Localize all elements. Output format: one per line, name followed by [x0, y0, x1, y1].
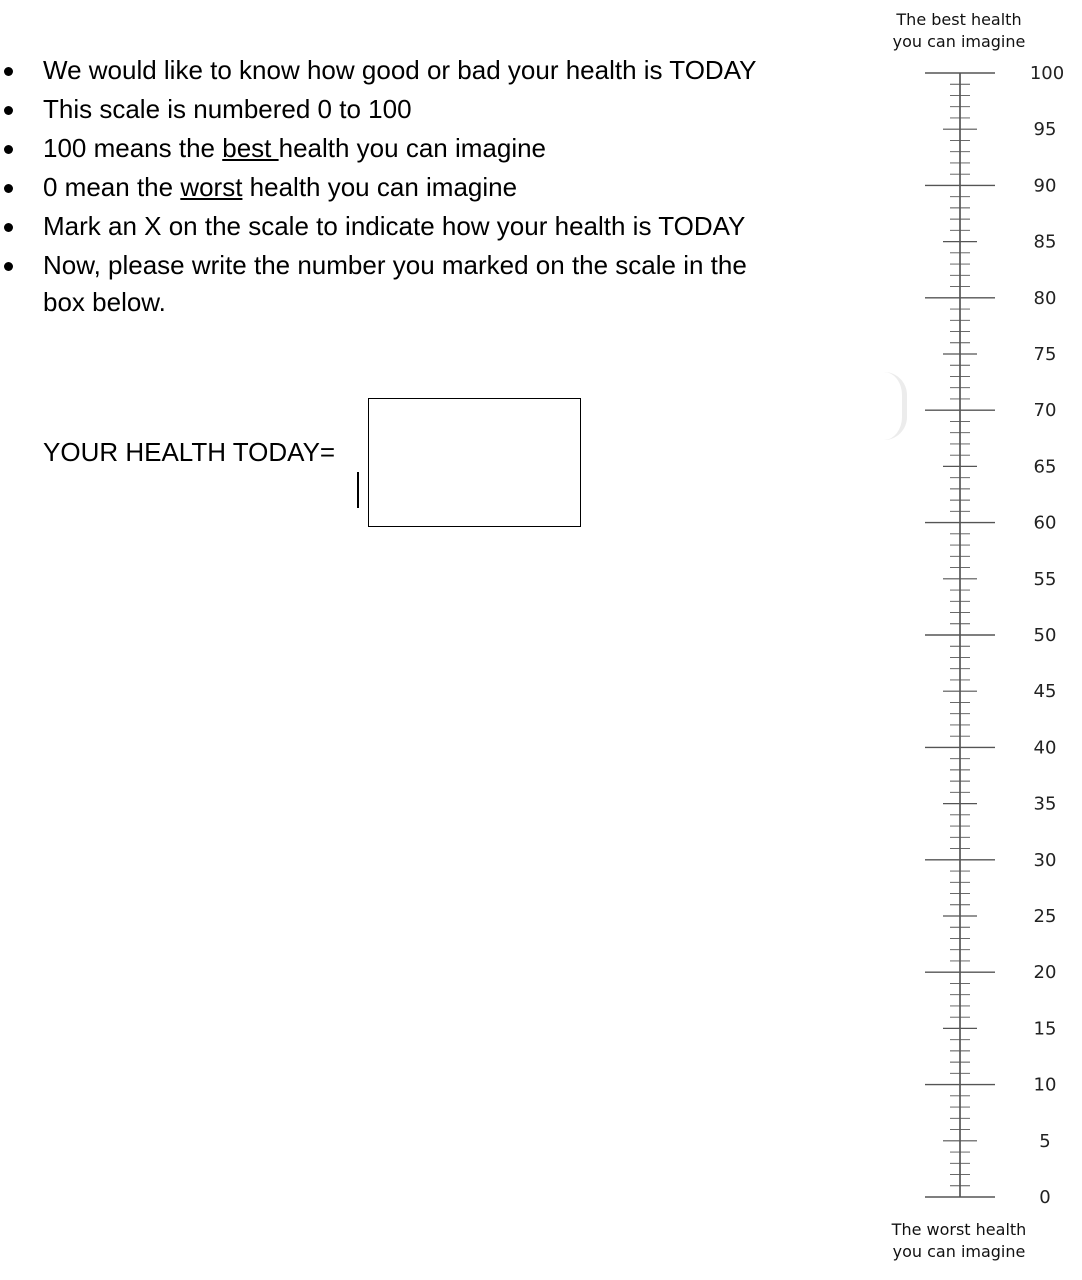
- scale-ticks: [925, 73, 995, 1197]
- tick-label-30: 30: [1033, 849, 1057, 871]
- tick-label-10: 10: [1033, 1074, 1057, 1096]
- instruction-item: We would like to know how good or bad your health is TODAY: [0, 52, 840, 89]
- tick-label-75: 75: [1033, 344, 1057, 365]
- tick-label-95: 95: [1033, 119, 1057, 141]
- instruction-item: Mark an X on the scale to indicate how your health is TODAY: [0, 208, 840, 245]
- tick-label-60: 60: [1033, 512, 1057, 534]
- tick-label-35: 35: [1033, 793, 1057, 815]
- scale-top-label: The best health you can imagine: [892, 10, 1026, 51]
- tick-label-55: 55: [1033, 568, 1057, 590]
- instruction-item: Now, please write the number you marked on the scale in the box below.: [0, 247, 773, 321]
- instruction-item: 0 mean the worst health you can imagine: [0, 169, 840, 206]
- underlined-word-best: best: [222, 133, 279, 163]
- tick-label-15: 15: [1033, 1018, 1057, 1040]
- tick-label-40: 40: [1033, 737, 1057, 759]
- tick-label-5: 5: [1039, 1130, 1051, 1152]
- health-today-label: YOUR HEALTH TODAY=: [43, 437, 336, 467]
- tick-label-65: 65: [1033, 456, 1057, 478]
- tick-label-25: 25: [1033, 906, 1057, 927]
- instruction-item: 100 means the best health you can imagine: [0, 130, 840, 167]
- scale-tick-labels: [1030, 63, 1064, 1208]
- underlined-word-worst: worst: [180, 172, 243, 202]
- tick-label-70: 70: [1033, 400, 1057, 422]
- tick-label-45: 45: [1033, 681, 1057, 703]
- tick-label-100: 100: [1029, 63, 1065, 84]
- tick-label-80: 80: [1033, 287, 1057, 309]
- instruction-item: This scale is numbered 0 to 100: [0, 91, 840, 128]
- tick-label-0: 0: [1039, 1187, 1051, 1208]
- tick-label-50: 50: [1033, 625, 1057, 646]
- scale-bottom-label: The worst health you can imagine: [891, 1220, 1027, 1261]
- tick-label-20: 20: [1033, 962, 1057, 984]
- tick-label-90: 90: [1033, 175, 1057, 197]
- tick-label-85: 85: [1033, 231, 1057, 253]
